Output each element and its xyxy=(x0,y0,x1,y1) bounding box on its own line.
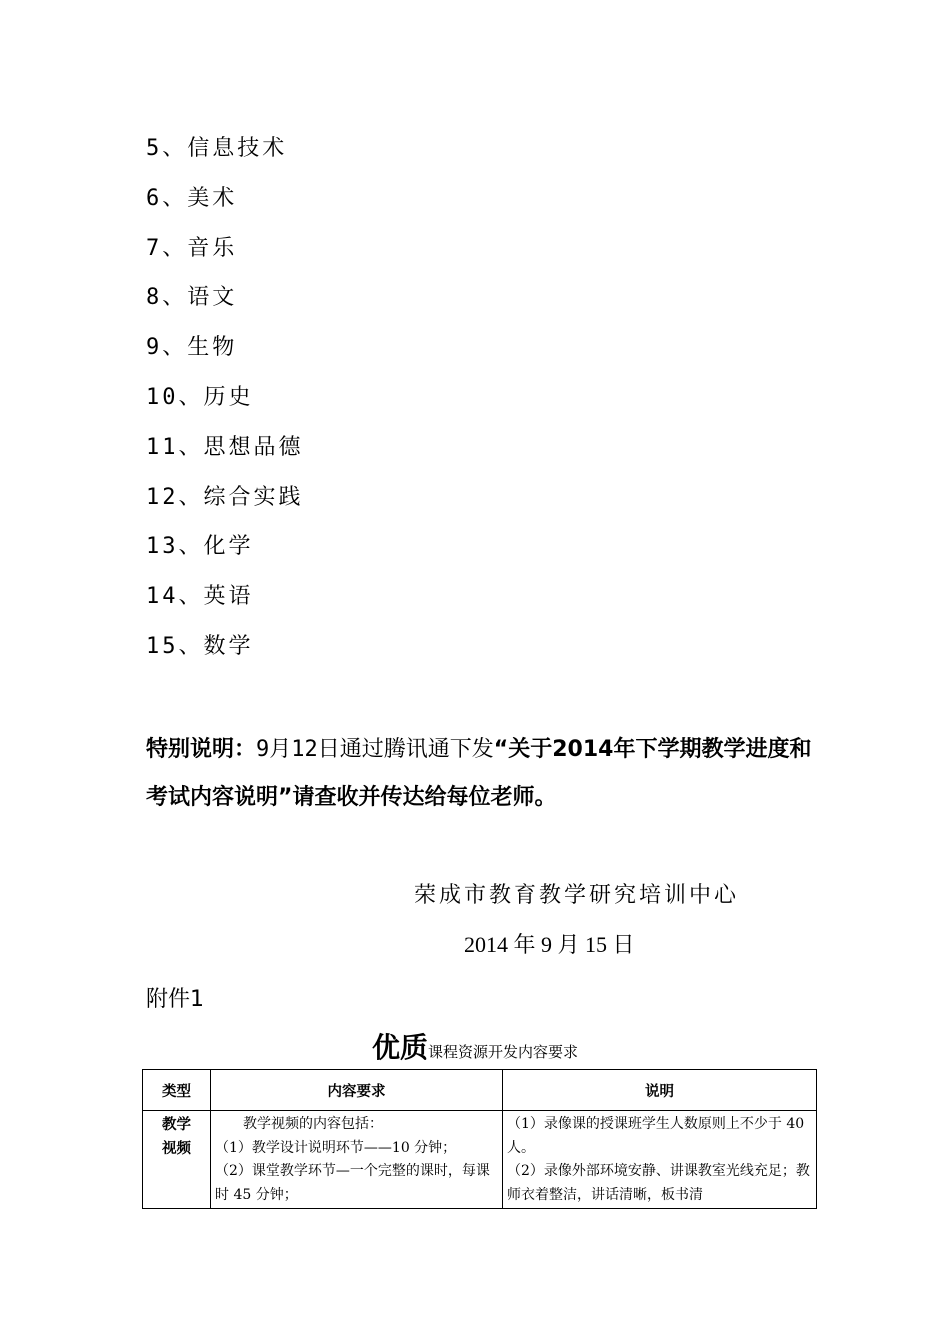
content-line: （2）课堂教学环节—一个完整的课时，每课时 45 分钟； xyxy=(215,1163,490,1203)
list-item: 12、综合实践 xyxy=(146,484,304,510)
special-note-bold-text: “关于2014年下学期教学进度和考试内容说明”请查收并传达给每位老师。 xyxy=(146,737,812,810)
notes-line: （1）录像课的授课班学生人数原则上不少于 40 人。 xyxy=(507,1116,805,1156)
content-intro: 教学视频的内容包括： xyxy=(243,1116,383,1132)
table-title xyxy=(0,1026,950,1066)
type-line: 视频 xyxy=(162,1139,191,1157)
header-content: 内容要求 xyxy=(211,1070,503,1111)
attachment-label: 附件1 xyxy=(146,987,204,1012)
list-item: 9、生物 xyxy=(146,335,238,361)
table-title-small: 课程资源开发内容要求 xyxy=(428,1043,579,1061)
list-item: 11、思想品德 xyxy=(146,434,304,460)
notes-line: （2）录像外部环境安静、讲课教室光线充足；教师衣着整洁，讲话清晰，板书清 xyxy=(507,1163,810,1203)
list-item: 10、历史 xyxy=(146,384,254,410)
cell-notes xyxy=(503,1111,817,1209)
special-note-label: 特别说明： xyxy=(146,737,257,762)
cell-content xyxy=(211,1111,503,1209)
list-item: 5、信息技术 xyxy=(146,136,288,161)
list-item: 7、音乐 xyxy=(146,235,238,261)
content-line: （1）教学设计说明环节——10 分钟； xyxy=(215,1139,457,1156)
signature-org: 荣成市教育教学研究培训中心 xyxy=(414,883,740,908)
subject-list xyxy=(146,128,304,676)
list-item: 8、语文 xyxy=(146,285,238,311)
table-title-big: 优质 xyxy=(371,1031,428,1064)
type-line: 教学 xyxy=(162,1116,191,1133)
table-row xyxy=(143,1111,817,1209)
list-item: 15、数学 xyxy=(146,633,254,659)
signature-date: 2014 年 9 月 15 日 xyxy=(464,932,635,957)
requirements-table xyxy=(142,1069,817,1209)
header-notes: 说明 xyxy=(503,1070,817,1111)
special-note xyxy=(146,726,826,822)
list-item: 6、美术 xyxy=(146,185,238,211)
special-note-normal-text: 9月12日通过腾讯通下发 xyxy=(256,737,494,762)
header-type: 类型 xyxy=(143,1070,211,1111)
list-item: 13、化学 xyxy=(146,534,254,560)
table-header-row xyxy=(143,1070,817,1111)
list-item: 14、英语 xyxy=(146,584,254,610)
cell-type xyxy=(143,1111,211,1209)
